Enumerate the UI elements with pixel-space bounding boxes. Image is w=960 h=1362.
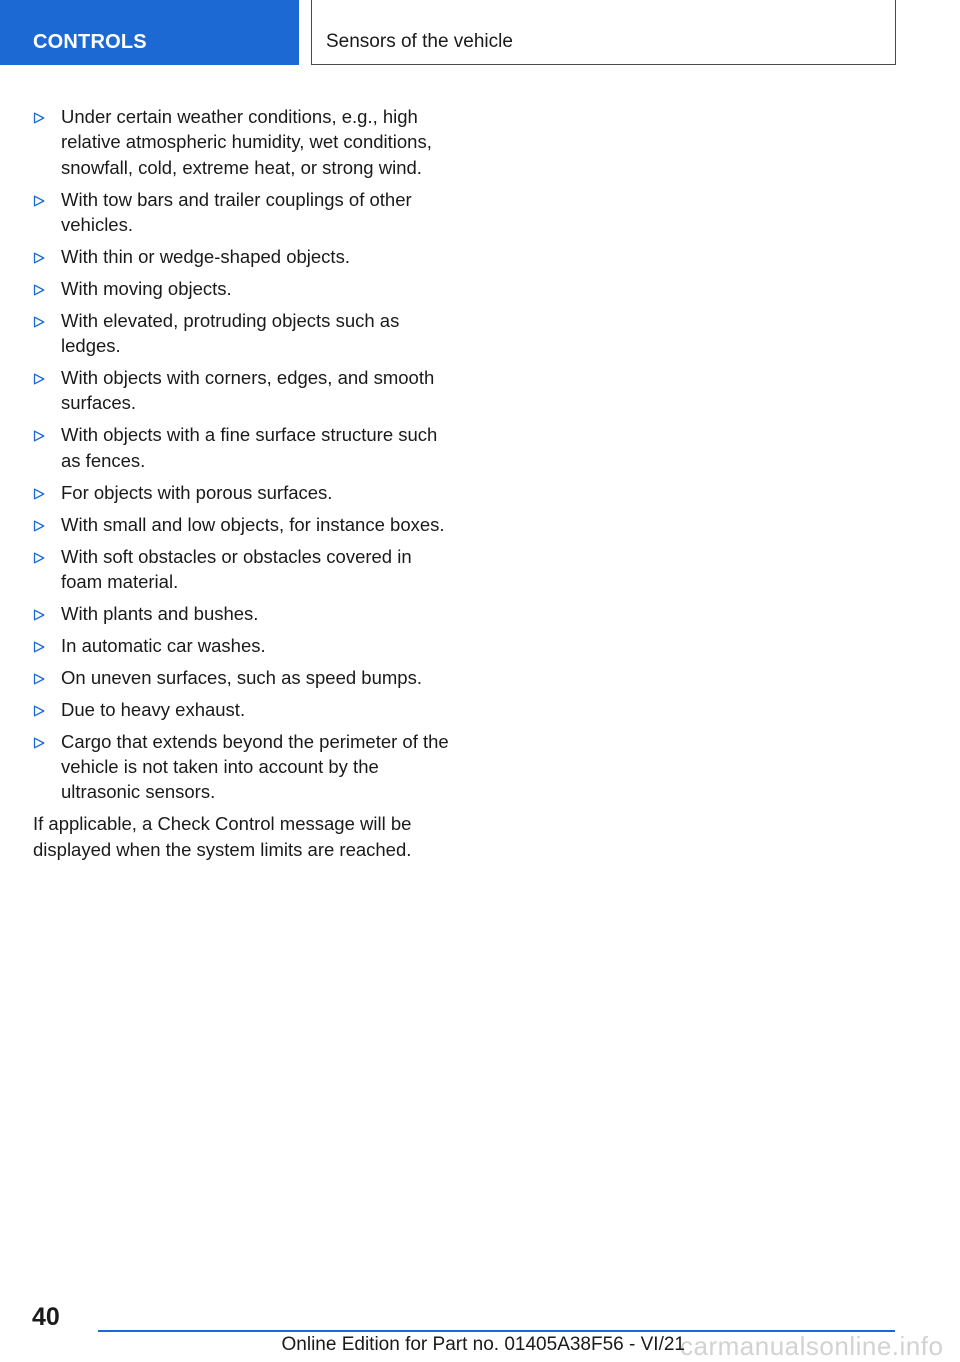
list-item [33, 601, 453, 626]
list-item [33, 697, 453, 722]
list-item-text: With small and low objects, for instance boxes. [61, 513, 445, 535]
triangle-bullet-icon [33, 430, 45, 442]
list-item-text: With tow bars and trailer couplings of other vehicles. [61, 188, 412, 235]
list-item [33, 729, 453, 805]
list-item-text: On uneven surfaces, such as speed bumps. [61, 666, 422, 688]
triangle-bullet-icon [33, 641, 45, 653]
triangle-bullet-icon [33, 609, 45, 621]
chapter-header [311, 0, 896, 65]
edition-text: Online Edition for Part no. 01405A38F56 - VI/21 [281, 1334, 685, 1355]
list-item [33, 365, 453, 416]
triangle-bullet-icon [33, 112, 45, 124]
triangle-bullet-icon [33, 705, 45, 717]
list-item-text: With elevated, protruding objects such as ledges. [61, 309, 400, 357]
section-title: CONTROLS [33, 31, 147, 53]
limitations-list [33, 104, 453, 805]
list-item-text: In automatic car washes. [61, 634, 266, 656]
list-item-text: Cargo that extends beyond the perimeter of the vehicle is not taken into account by the ultrasonic sensors. [61, 730, 449, 803]
list-item-text: For objects with porous surfaces. [61, 481, 333, 503]
list-item [33, 244, 453, 269]
list-item [33, 308, 453, 359]
list-item [33, 665, 453, 690]
list-item [33, 512, 453, 537]
list-item-text: Due to heavy exhaust. [61, 698, 246, 720]
list-item [33, 544, 453, 595]
list-item [33, 480, 453, 505]
list-item-text: With objects with corners, edges, and smooth surfaces. [61, 367, 435, 414]
triangle-bullet-icon [33, 520, 45, 532]
list-item [33, 422, 453, 473]
section-tab [0, 0, 299, 65]
triangle-bullet-icon [33, 373, 45, 385]
list-item [33, 276, 453, 301]
triangle-bullet-icon [33, 284, 45, 296]
list-item-text: With moving objects. [61, 277, 232, 299]
triangle-bullet-icon [33, 252, 45, 264]
main-content [33, 104, 453, 862]
triangle-bullet-icon [33, 195, 45, 207]
body-paragraph: If applicable, a Check Control message will be displayed when the system limits are reached. [33, 813, 412, 860]
triangle-bullet-icon [33, 488, 45, 500]
chapter-title: Sensors of the vehicle [326, 31, 513, 52]
triangle-bullet-icon [33, 673, 45, 685]
list-item-text: With thin or wedge-shaped objects. [61, 245, 350, 267]
list-item [33, 633, 453, 658]
list-item [33, 187, 453, 238]
list-item [33, 104, 453, 180]
list-item-text: Under certain weather conditions, e.g., high relative atmospheric humidity, wet conditions, snowfall, cold, extreme heat, or strong wind. [61, 106, 432, 178]
watermark-text: carmanualsonline.info [680, 1331, 944, 1361]
list-item-text: With soft obstacles or obstacles covered in foam material. [61, 545, 412, 592]
page-number: 40 [32, 1303, 60, 1331]
triangle-bullet-icon [33, 737, 45, 749]
triangle-bullet-icon [33, 552, 45, 564]
triangle-bullet-icon [33, 316, 45, 328]
list-item-text: With objects with a fine surface structure such as fences. [61, 424, 438, 471]
list-item-text: With plants and bushes. [61, 602, 259, 624]
